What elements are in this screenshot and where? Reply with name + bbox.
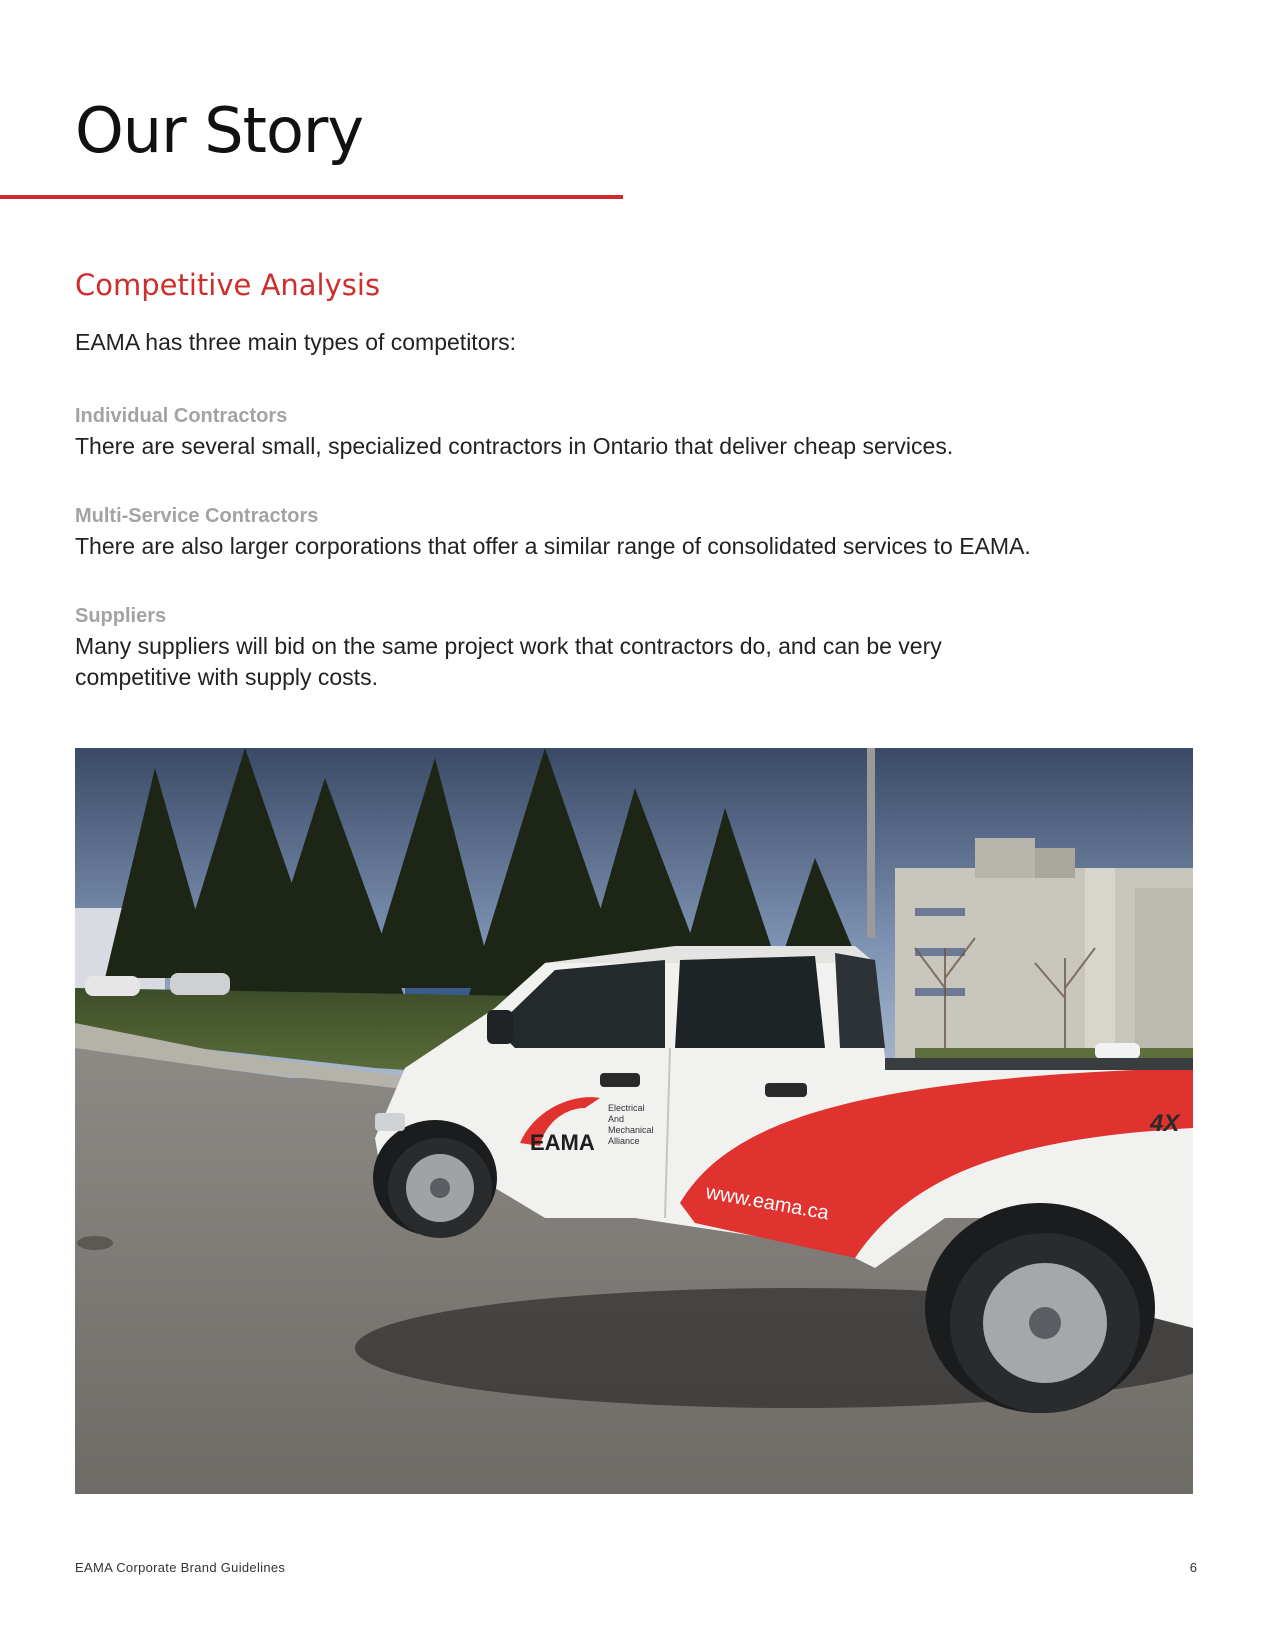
title-underline [0, 195, 623, 199]
section-intro: EAMA has three main types of competitors: [75, 329, 517, 355]
footer-document-name: EAMA Corporate Brand Guidelines [75, 1560, 286, 1575]
page-title: Our Story [75, 94, 364, 167]
competitor-description: There are also larger corporations that offer a similar range of consolidated services to EAMA. [75, 533, 1031, 559]
competitor-item [75, 603, 1055, 693]
truck-logo-tagline-2: And [608, 1114, 625, 1124]
competitor-heading: Individual Contractors [75, 405, 288, 427]
competitor-item [75, 403, 1055, 462]
truck-photo [75, 748, 1193, 1494]
competitor-description: Many suppliers will bid on the same project work that contractors do, and can be very competitive with supply costs. [75, 633, 942, 691]
truck-website-text: www.eama.ca [704, 1181, 831, 1225]
truck-logo-tagline-1: Electrical [608, 1103, 645, 1113]
competitor-heading: Suppliers [75, 605, 167, 627]
truck-logo-tagline-3: Mechanical [608, 1125, 654, 1135]
section-heading: Competitive Analysis [75, 268, 381, 302]
competitor-heading: Multi-Service Contractors [75, 505, 319, 527]
competitor-item [75, 503, 1055, 562]
truck-badge-text: 4X [1150, 1110, 1180, 1137]
background-building [895, 838, 1193, 1078]
footer-page-number: 6 [1189, 1560, 1197, 1575]
truck-logo-text: EAMA [530, 1130, 595, 1155]
truck-logo-tagline-4: Alliance [608, 1136, 640, 1146]
competitor-description: There are several small, specialized contractors in Ontario that deliver cheap services. [75, 433, 954, 459]
